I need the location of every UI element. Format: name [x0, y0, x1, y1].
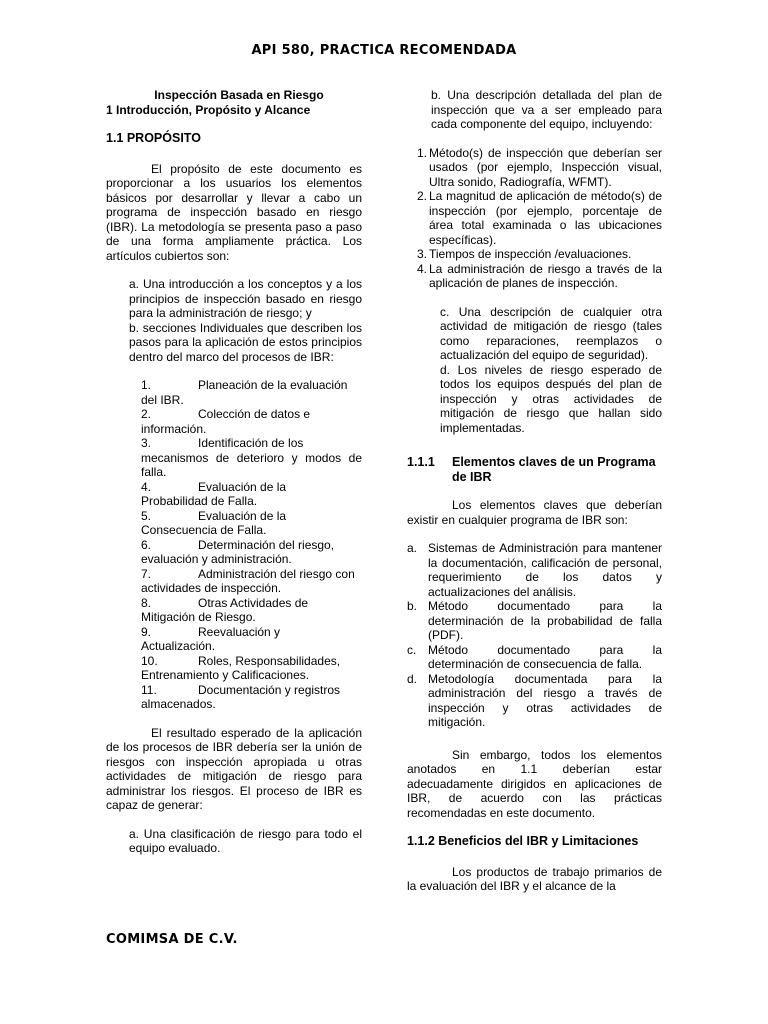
step-item	[141, 538, 362, 567]
step-number: 3.	[141, 436, 152, 450]
list-item	[417, 262, 662, 291]
step-item	[141, 567, 362, 596]
step-number: 7.	[141, 566, 152, 581]
step-text-cont: Probabilidad de Falla.	[141, 494, 258, 508]
list-text: La magnitud de aplicación de método(s) de inspección (por ejemplo, porcentaje de área total examinada o las ubicaciones específicas).	[429, 189, 662, 247]
key-elements-list	[407, 541, 662, 730]
step-number: 4.	[141, 479, 152, 494]
section-1-1-2-heading: 1.1.2 Beneficios del IBR y Limitaciones	[407, 834, 639, 848]
list-text: Metodología documentada para la administración del riesgo a través de inspección y otras actividades de mitigación.	[428, 671, 662, 729]
section-1-1-heading: 1.1 PROPÓSITO	[106, 131, 201, 145]
step-number: 11.	[141, 682, 157, 697]
section-1-1-1-title: Elementos claves de un Programa de IBR	[452, 455, 656, 484]
list-number: 1.	[417, 145, 428, 160]
list-text: La administración de riesgo a través de la aplicación de planes de inspección.	[429, 261, 662, 290]
step-text: Identificación de los	[198, 436, 304, 450]
list-letter: a.	[407, 541, 418, 555]
step-text-cont: actividades de inspección.	[141, 581, 282, 595]
plan-item-c: c. Una descripción de cualquier otra actividad de mitigación de riesgo (tales como reparaciones, reemplazos o actualización del equipo de seguridad).	[440, 304, 662, 362]
section-1-1-1-number: 1.1.1	[407, 455, 435, 469]
inspection-plan-list	[407, 146, 662, 291]
step-text-cont: Mitigación de Riesgo.	[141, 610, 256, 624]
page-footer: COMIMSA DE C.V.	[106, 932, 238, 947]
step-text: Reevaluación y	[198, 624, 281, 639]
step-text-cont: Entrenamiento y Calificaciones.	[141, 668, 310, 682]
step-item	[141, 654, 362, 683]
step-item	[141, 436, 362, 480]
list-item	[407, 672, 662, 730]
step-text-cont: del IBR.	[141, 392, 184, 407]
step-item	[141, 596, 362, 625]
step-number: 6.	[141, 537, 152, 552]
step-item	[141, 509, 362, 538]
step-text-cont: evaluación y administración.	[141, 552, 292, 566]
step-text-cont: Consecuencia de Falla.	[141, 523, 267, 537]
list-letter: c.	[407, 642, 417, 657]
item-b: b. secciones Individuales que describen los pasos para la aplicación de estos principios dentro del marco del procesos de IBR:	[129, 320, 362, 364]
however-paragraph: Sin embargo, todos los elementos anotados en 1.1 deberían estar adecuadamente dirigidos en aplicaciones de IBR, de acuerdo con las prácticas recomendadas en este documento.	[407, 747, 662, 820]
step-text: Roles, Responsabilidades,	[198, 653, 341, 668]
list-item	[417, 189, 662, 247]
plan-item-b: b. Una descripción detallada del plan de inspección que va a ser empleado para cada componente del equipo, incluyendo:	[431, 88, 662, 131]
list-item	[417, 146, 662, 190]
section-1-1-1-heading	[407, 455, 662, 484]
key-elements-intro: Los elementos claves que deberían existir en cualquier programa de IBR son:	[407, 498, 662, 527]
step-text: Administración del riesgo con	[198, 566, 355, 581]
step-text: Evaluación de la	[198, 508, 287, 523]
right-column	[407, 88, 662, 894]
step-item	[141, 683, 362, 712]
list-item	[417, 247, 662, 262]
step-text: Determinación del riesgo,	[198, 537, 335, 552]
step-text-cont: almacenados.	[141, 697, 216, 711]
step-text-cont: Actualización.	[141, 639, 216, 653]
expected-result-paragraph: El resultado esperado de la aplicación de los procesos de IBR debería ser la unión de riesgos con inspección apropiada u otras actividades de mitigación de riesgo para administrar los riesgos. El proceso de IBR es capaz de generar:	[106, 725, 362, 812]
step-item	[141, 407, 362, 436]
page-header: API 580, PRACTICA RECOMENDADA	[251, 43, 517, 58]
section-1-title: 1 Introducción, Propósito y Alcance	[106, 102, 311, 117]
list-letter: d.	[407, 671, 418, 686]
step-number: 8.	[141, 595, 152, 610]
ibr-steps-list	[106, 378, 362, 712]
step-number: 1.	[141, 378, 152, 392]
list-item	[407, 599, 662, 643]
list-number: 2.	[417, 189, 428, 203]
list-letter: b.	[407, 599, 418, 613]
left-column	[106, 88, 362, 856]
result-item-a: a. Una clasificación de riesgo para todo el equipo evaluado.	[129, 826, 362, 855]
list-text: Método documentado para la determinación de consecuencia de falla.	[428, 642, 662, 671]
step-text: Planeación de la evaluación	[198, 378, 348, 392]
step-text-cont: información.	[141, 421, 207, 436]
step-item	[141, 625, 362, 654]
item-a: a. Una introducción a los conceptos y a los principios de inspección basado en riesgo para la administración de riesgo; y	[129, 277, 362, 320]
step-item	[141, 480, 362, 509]
list-item	[407, 541, 662, 599]
products-paragraph: Los productos de trabajo primarios de la evaluación del IBR y el alcance de la	[407, 864, 662, 893]
step-number: 9.	[141, 624, 152, 639]
step-text: Documentación y registros	[198, 682, 341, 697]
purpose-paragraph: El propósito de este documento es proporcionar a los usuarios los elementos básicos por desarrollar y llevar a cabo un programa de inspección basado en riesgo (IBR). La metodología se presenta paso a paso de una forma ampliamente práctica. Los artículos cubiertos son:	[106, 161, 362, 263]
list-number: 3.	[417, 247, 428, 261]
step-text: Otras Actividades de	[198, 595, 309, 610]
plan-item-d: d. Los niveles de riesgo esperado de todos los equipos después del plan de inspección y otras actividades de mitigación de riesgo que hallan sido implementadas.	[440, 362, 662, 435]
step-number: 10.	[141, 653, 158, 668]
document-title: Inspección Basada en Riesgo	[154, 88, 324, 102]
step-number: 2.	[141, 407, 152, 421]
step-text: Colección de datos e	[198, 407, 311, 421]
list-number: 4.	[417, 261, 428, 276]
step-number: 5.	[141, 508, 152, 523]
list-item	[407, 643, 662, 672]
step-text-cont: mecanismos de deterioro y modos de falla.	[141, 450, 362, 479]
step-text: Evaluación de la	[198, 479, 287, 494]
list-text: Método(s) de inspección que deberían ser usados (por ejemplo, Inspección visual, Ultra sonido, Radiografía, WFMT).	[429, 145, 662, 189]
list-text: Sistemas de Administración para mantener la documentación, calificación de personal, requerimiento de los datos y actualizaciones del análisis.	[428, 541, 662, 599]
step-item	[141, 378, 362, 407]
list-text: Tiempos de inspección /evaluaciones.	[429, 247, 632, 261]
list-text: Método documentado para la determinación de la probabilidad de falla (PDF).	[428, 599, 662, 642]
